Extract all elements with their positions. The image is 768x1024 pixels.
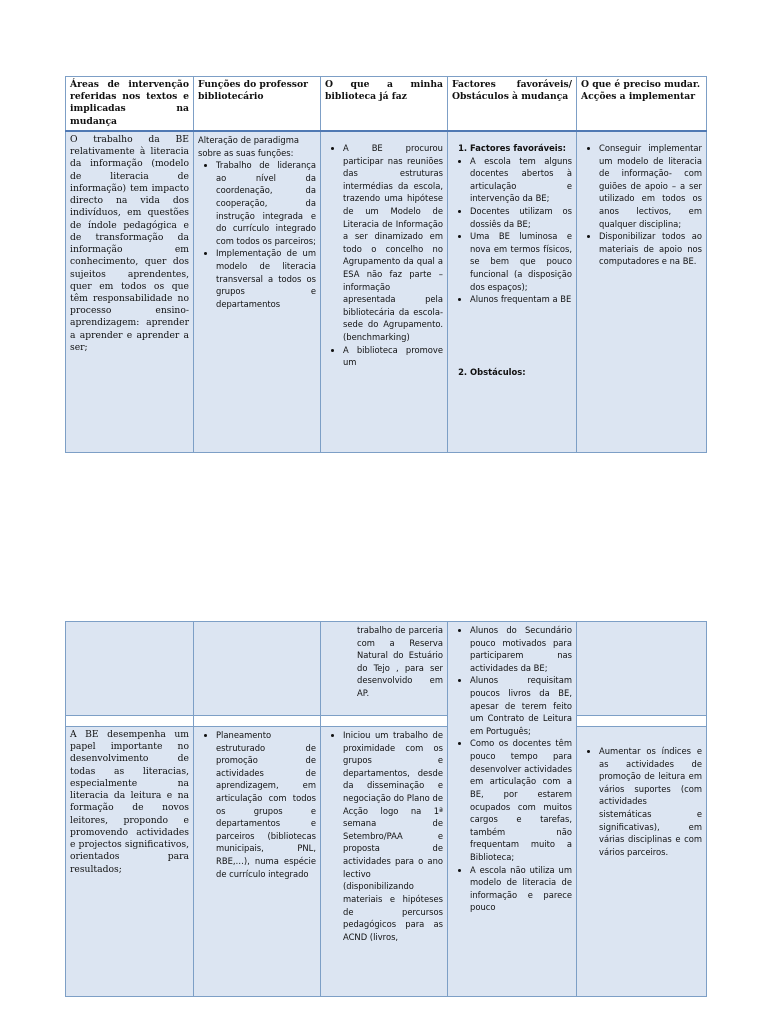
header-ja-faz: O que a minha biblioteca já faz <box>321 77 448 131</box>
cell-mudar <box>577 131 707 453</box>
cell-area-literacia-informacao: O trabalho da BE relativamente à literacia da informação (modelo de literacia de informação) tem impacto directo na vida dos indivíduos, em questões de índole pedagógica e de transformação da informação em conhecimento, quer dos sujeitos aprendentes, quer em todos os que têm responsabilidade no processo ensino-aprendizagem: aprender a aprender e aprender a ser; <box>66 131 194 453</box>
table-page2 <box>65 621 707 997</box>
cell-ja-faz-proximidade <box>321 727 448 997</box>
factores-favoraveis-title: Factores favoráveis: <box>470 142 566 153</box>
table-row <box>66 622 707 716</box>
list-item: • Docentes utilizam os dossiês da BE; <box>470 205 572 230</box>
list-item: • Alunos do Secundário pouco motivados para participarem nas actividades da BE; <box>470 624 572 674</box>
cell-empty <box>577 716 707 727</box>
header-funcoes: Funções do professor bibliotecário <box>194 77 321 131</box>
factores-list <box>452 142 572 155</box>
funcoes-list <box>198 159 316 310</box>
list-item: • Como os docentes têm pouco tempo para desenvolver actividades em articulação com a BE, por estarem ocupados com muitos cargos e tarefas, também não frequentam muito a Biblioteca; <box>470 737 572 863</box>
cell-empty <box>194 716 321 727</box>
header-factores: Factores favoráveis/ Obstáculos à mudança <box>448 77 577 131</box>
list-item: • A biblioteca promove um <box>343 344 443 369</box>
cell-empty <box>577 622 707 716</box>
planeamento-list <box>198 729 316 880</box>
list-item: • Conseguir implementar um modelo de literacia de informação- com guiões de apoio – a ser utilizado em todos os anos lectivos, em qualquer disciplina; <box>599 142 702 230</box>
cell-ja-faz <box>321 131 448 453</box>
cell-obstaculos <box>448 622 577 997</box>
table-row <box>66 727 707 997</box>
cell-funcoes-planeamento <box>194 727 321 997</box>
list-item: • Trabalho de liderança ao nível da coordenação, da cooperação, da instrução integrada e do currículo integrado com todos os parceiros; <box>216 159 316 247</box>
ja-faz-continued-text: trabalho de parceria com a Reserva Natural do Estuário do Tejo , para ser desenvolvido em AP. <box>357 625 443 699</box>
list-item: • A escola não utiliza um modelo de literacia de informação e parece pouco <box>470 864 572 914</box>
list-item <box>470 366 572 379</box>
header-areas: Áreas de intervenção referidas nos textos e implicadas na mudança <box>66 77 194 131</box>
cell-funcoes <box>194 131 321 453</box>
list-item: • Planeamento estruturado de promoção de actividades de aprendizagem, em articulação com todos os grupos e departamentos e parceiros (bibliotecas municipais, PNL, RBE,…), numa espécie de currículo integrado <box>216 729 316 880</box>
favoraveis-list <box>452 155 572 306</box>
list-item: • Disponibilizar todos ao materiais de apoio nos computadores e na BE. <box>599 230 702 268</box>
cell-mudar-leitura <box>577 727 707 997</box>
cell-factores <box>448 131 577 453</box>
list-item: • Implementação de um modelo de literacia transversal a todos os grupos e departamentos <box>216 247 316 310</box>
list-item: • Alunos frequentam a BE <box>470 293 572 306</box>
header-mudar: O que é preciso mudar. Acções a implementar <box>577 77 707 131</box>
proximidade-list <box>325 729 443 943</box>
obstaculos-title: Obstáculos: <box>470 366 526 377</box>
ja-faz-list <box>325 142 443 369</box>
cell-ja-faz-continued <box>321 622 448 716</box>
obstaculos-items <box>452 624 572 914</box>
table-header-row <box>66 77 707 131</box>
mudar-leitura-list <box>581 745 702 858</box>
cell-empty <box>66 622 194 716</box>
list-item: • Aumentar os índices e as actividades de promoção de leitura em vários suportes (com actividades sistemáticas e significativas), em várias disciplinas e com vários parceiros. <box>599 745 702 858</box>
cell-area-literacias: A BE desempenha um papel importante no desenvolvimento de todas as literacias, especialmente na literacia da leitura e na formação de novos leitores, propondo e promovendo actividades e projectos significativos, orientados para resultados; <box>66 727 194 997</box>
table-row <box>66 131 707 453</box>
mudar-list <box>581 142 702 268</box>
table-page1 <box>65 76 707 453</box>
cell-empty <box>66 716 194 727</box>
table-row <box>66 716 707 727</box>
list-item <box>470 142 572 155</box>
cell-empty <box>194 622 321 716</box>
obstaculos-list <box>452 366 572 379</box>
list-item: • Iniciou um trabalho de proximidade com os grupos e departamentos, desde da disseminação e negociação do Plano de Acção logo na 1ª semana de Setembro/PAA e proposta de actividades para o ano lectivo (disponibilizando materiais e hipóteses de percursos pedagógicos para as ACND (livros, <box>343 729 443 943</box>
list-item: • A escola tem alguns docentes abertos à articulação e intervenção da BE; <box>470 155 572 205</box>
funcoes-intro: Alteração de paradigma sobre as suas funções: <box>198 134 299 158</box>
cell-empty <box>321 716 448 727</box>
list-item: • A BE procurou participar nas reuniões das estruturas intermédias da escola, trazendo uma hipótese de um Modelo de Literacia de Informação a ser dinamizado em todo o concelho no Agrupamento da qual a ESA não faz parte – informação apresentada pela bibliotecária da escola-sede do Agrupamento. (benchmarking) <box>343 142 443 344</box>
list-item: • Uma BE luminosa e nova em termos físicos, se bem que pouco funcional (a disposição dos espaços); <box>470 230 572 293</box>
list-item: • Alunos requisitam poucos livros da BE, apesar de terem feito um Contrato de Leitura em Português; <box>470 674 572 737</box>
